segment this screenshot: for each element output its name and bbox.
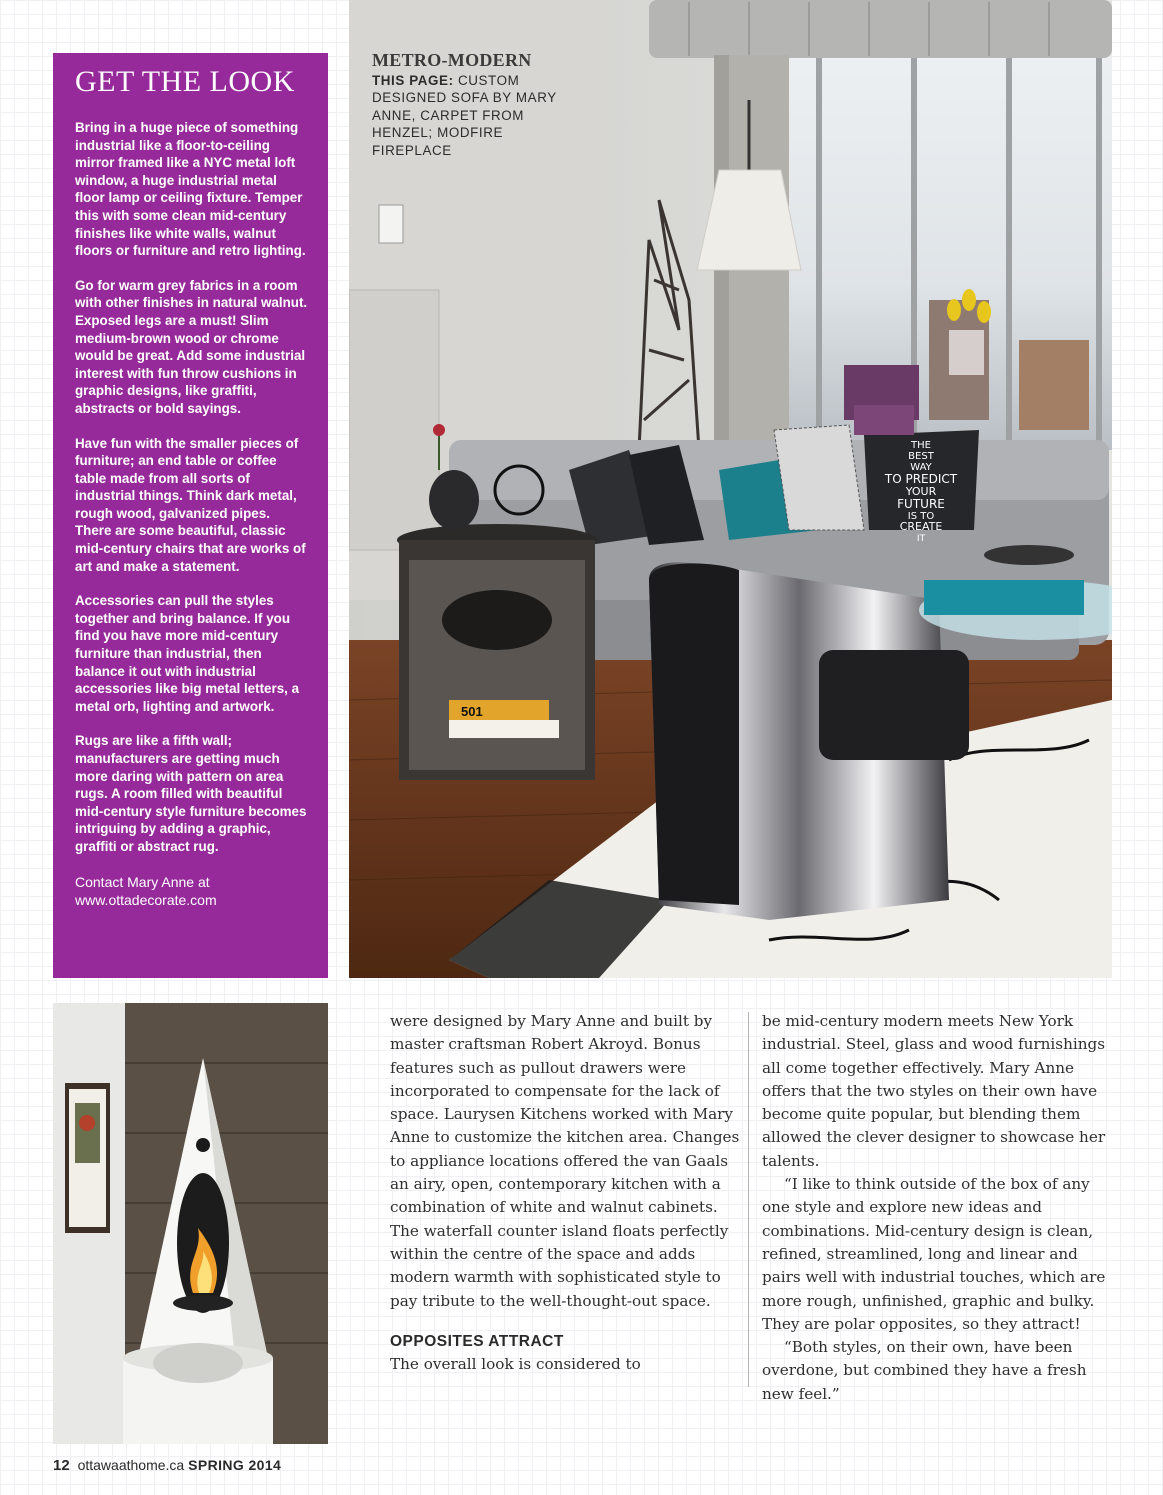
sidebar-paragraph: Have fun with the smaller pieces of furniture; an end table or coffee table made from all sorts of industrial things. Think dark metal, rough wood, galvanized pipes. There are some beautiful, classic mid-century chairs that are works of art and make a statement. [75, 435, 306, 574]
contact-url: www.ottadecorate.com [75, 891, 217, 908]
sidebar-paragraph: Accessories can pull the styles together and bring balance. If you find you have more mid-century furniture than industrial, then balance it out with industrial accessories like big metal letters, a metal orb, lighting and artwork. [75, 593, 300, 714]
caption-title: METRO-MODERN [372, 50, 532, 70]
sidebar-paragraph: Rugs are like a fifth wall; manufacturers are getting much more daring with pattern on area rugs. A room filled with beautiful mid-century style furniture becomes intriguing by adding a graphic, graffiti or abstract rug. [75, 733, 307, 854]
cushion-word: YOUR [905, 485, 937, 498]
body-paragraph: “I like to think outside of the box of any one style and explore new ideas and combinations. Mid-century design is clean, refined, streamlined, long and linear and pairs well with industrial touches, which are more rough, unfinished, graphic and bulky. They are polar opposites, so they attract! [762, 1175, 1106, 1333]
page-footer [53, 1457, 281, 1474]
get-the-look-sidebar [53, 53, 328, 978]
body-paragraph: The overall look is considered to [390, 1354, 641, 1373]
sidebar-contact [75, 873, 308, 909]
cushion-word: THE [911, 440, 931, 451]
cushion-word: FUTURE [897, 497, 945, 511]
article-column-2 [762, 1010, 1112, 1406]
fireplace-photo [53, 1003, 328, 1444]
cushion-word: IS TO [907, 511, 935, 522]
body-paragraph: “Both styles, on their own, have been overdone, but combined they have a fresh new feel.” [762, 1338, 1087, 1403]
book-label: 501 [461, 704, 483, 719]
subhead: OPPOSITES ATTRACT [390, 1332, 564, 1350]
sidebar-paragraph: Bring in a huge piece of something industrial like a floor-to-ceiling mirror framed like a NYC metal loft window, a huge industrial metal floor lamp or ceiling fixture. Temper this with some clean mid-century finishes like white walls, walnut floors or furniture and retro lighting. [75, 120, 306, 259]
footer-issue: SPRING 2014 [188, 1457, 282, 1473]
page-number: 12 [53, 1457, 70, 1474]
cushion-word: BEST [908, 451, 934, 462]
body-paragraph: were designed by Mary Anne and built by master craftsman Robert Akroyd. Bonus features such as pullout drawers were incorporated to compensate for the lack of space. Laurysen Kitchens worked with Mary Anne to customize the kitchen area. Changes to appliance locations offered the van Gaals an airy, open, contemporary kitchen with a combination of white and walnut cabinets. The waterfall counter island floats perfectly within the centre of the space and adds modern warmth with sophisticated style to pay tribute to the well-thought-out space. [390, 1012, 740, 1310]
cushion-word: WAY [910, 462, 932, 473]
fireplace-illustration [53, 1003, 328, 1444]
footer-site: ottawaathome.ca [77, 1457, 185, 1473]
column-divider [748, 1012, 749, 1387]
contact-line: Contact Mary Anne at [75, 873, 210, 890]
caption-label: THIS PAGE: [372, 73, 454, 88]
body-paragraph: be mid-century modern meets New York industrial. Steel, glass and wood furnishings all come together effectively. Mary Anne offers that the two styles on their own have become quite popular, but blending them allowed the clever designer to showcase her talents. [762, 1012, 1106, 1170]
caption-text: CUSTOM DESIGNED SOFA BY MARY ANNE, CARPET FROM HENZEL; MODFIRE FIREPLACE [372, 73, 557, 158]
cushion-word: TO PREDICT [884, 472, 958, 486]
caption-body [372, 72, 572, 159]
cushion-word: CREATE [899, 520, 943, 533]
photo-caption [372, 50, 572, 159]
article-column-1 [390, 1010, 740, 1376]
cushion-word: IT [916, 534, 926, 544]
sidebar-paragraph: Go for warm grey fabrics in a room with other finishes in natural walnut. Exposed legs are a must! Slim medium-brown wood or chrome would be great. Add some industrial interest with fun throw cushions in graphic designs, like graffiti, abstracts or bold sayings. [75, 277, 308, 416]
sidebar-heading: GET THE LOOK [75, 65, 295, 98]
